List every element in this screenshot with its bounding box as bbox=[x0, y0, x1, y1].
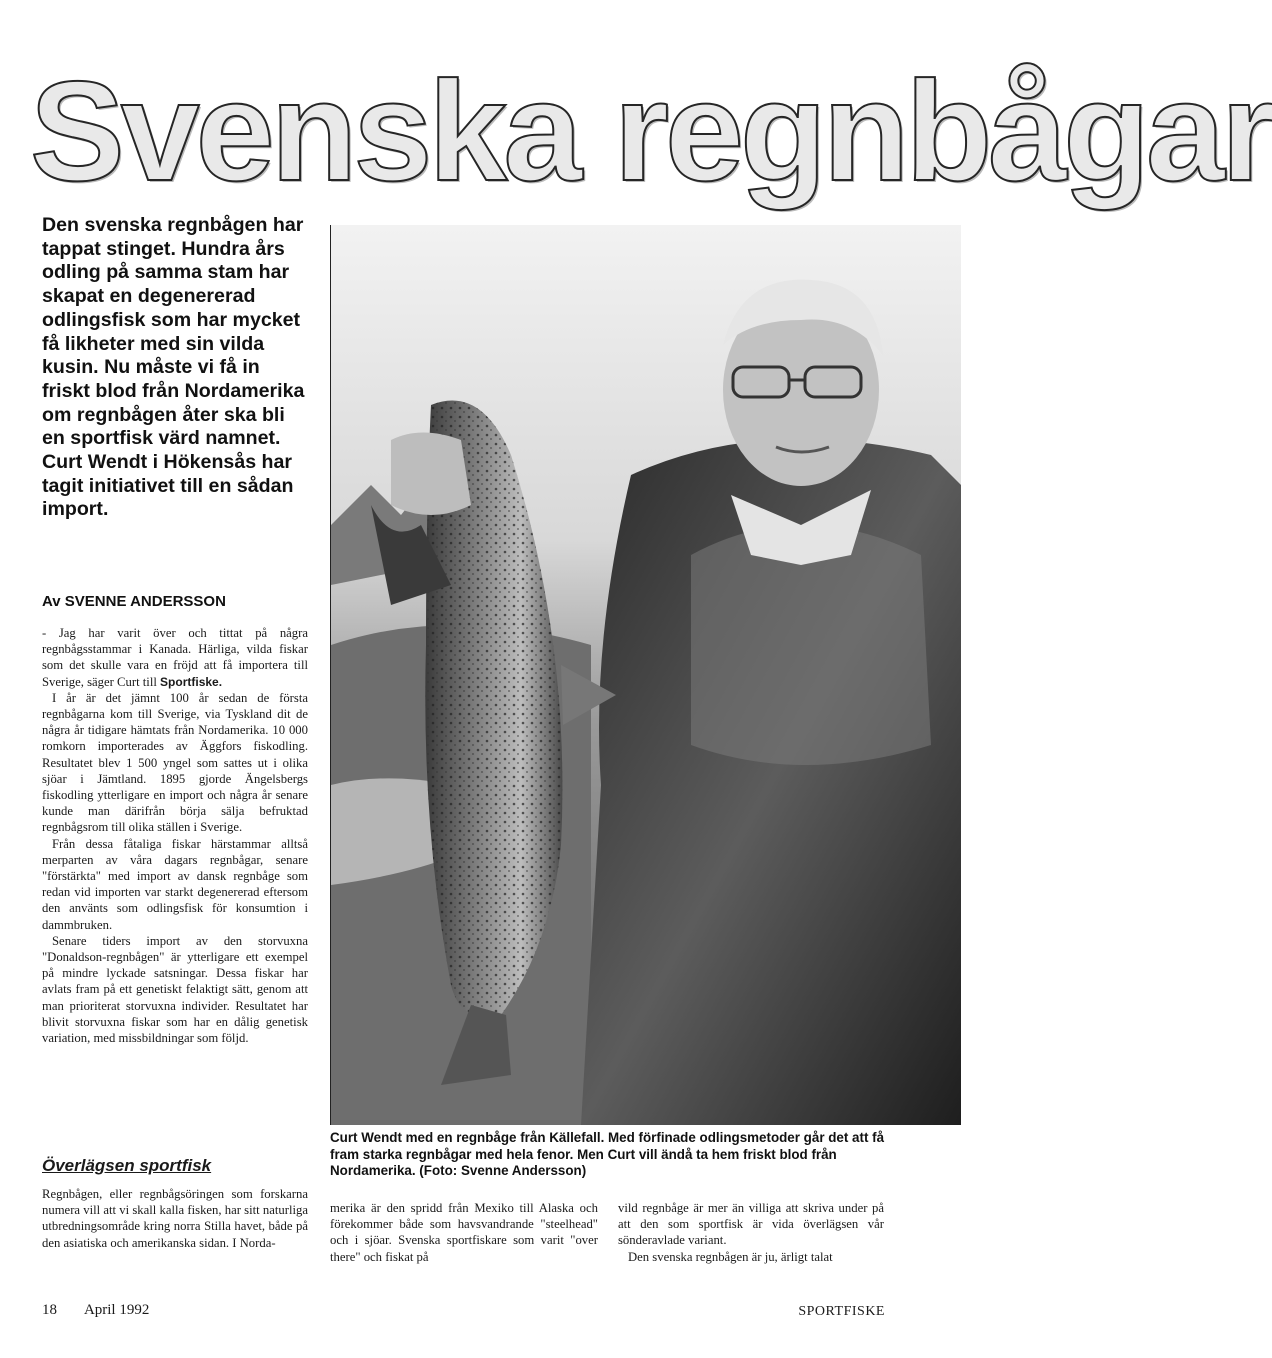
bottom-paragraph-3: vild regnbåge är mer än villiga att skriva under på att den som sportfisk är vida överlägsen vår sönderavlade variant. bbox=[618, 1201, 884, 1248]
magazine-name-inline: Sportfiske. bbox=[160, 674, 223, 689]
magazine-name: SPORTFISKE bbox=[798, 1304, 885, 1319]
issue-date: April 1992 bbox=[83, 1302, 150, 1318]
photo-caption: Curt Wendt med en regnbåge från Källefall. Med förfinade odlingsmetoder går det att få fram starka regnbågar med hela fenor. Men Curt vill ändå ta hem friskt blod från Nordamerika. (Foto: Svenne Andersson) bbox=[330, 1130, 885, 1178]
bottom-paragraph-2: merika är den spridd från Mexiko till Alaska och förekommer både som havsvandrande "steelhead" och i sjöar. Svenska sportfiskare som varit "over there" och fiskat på bbox=[330, 1201, 598, 1264]
bottom-column-2 bbox=[330, 1200, 598, 1265]
lead-paragraph: Den svenska regnbågen har tappat stinget. Hundra års odling på samma stam har skapat en degenererad odlingsfisk som har mycket få likheter med sin vilda kusin. Nu måste vi få in friskt blod från Nordamerika om regnbågen åter ska bli en sportfisk värd namnet. Curt Wendt i Hökensås har tagit initiativet till en sådan import. bbox=[42, 214, 305, 521]
subheading: Överlägsen sportfisk bbox=[42, 1156, 212, 1175]
body-paragraph-4: Senare tiders import av den storvuxna "Donaldson-regnbågen" är ytterligare ett exempel på mindre lyckade satsningar. Dessa fiskar har avlats fram på ett genetiskt felaktigt sätt, genom att man prioriterat storvuxna individer. Resultatet har blivit storvuxna fiskar som har en dålig genetisk variation, med missbildningar som följd. bbox=[42, 933, 308, 1046]
photo-man-with-rainbow-trout bbox=[330, 225, 961, 1125]
body-column-left bbox=[42, 625, 308, 1046]
hand-holding-fish bbox=[391, 433, 471, 516]
body-paragraph-3: Från dessa fåtaliga fiskar härstammar alltså merparten av våra dagars regnbågar, senare "förstärkta" med import av dansk regnbåge som redan vid importen var starkt degenererad eftersom den använts som odlingsfisk för konsumtion i dammbruken. bbox=[42, 836, 308, 932]
bottom-column-1 bbox=[42, 1186, 308, 1251]
body-paragraph-1 bbox=[42, 625, 308, 690]
photo-illustration bbox=[331, 225, 961, 1125]
bottom-paragraph-1: Regnbågen, eller regnbågsöringen som forskarna numera vill att vi skall kalla fisken, har sitt naturliga utbredningsområde kring norra Stilla havet, både på den asiatiska och amerikanska sidan. I Norda- bbox=[42, 1187, 308, 1250]
headline: Svenska regnbågar bbox=[30, 52, 1272, 211]
body-paragraph-1-text: - Jag har varit över och tittat på några regnbågsstammar i Kanada. Härliga, vilda fiskar som det skulle vara en fröjd att få importera till Sverige, säger Curt till bbox=[42, 626, 308, 689]
page-number: 18 bbox=[42, 1302, 57, 1318]
bottom-paragraph-4: Den svenska regnbågen är ju, ärligt talat bbox=[628, 1249, 833, 1264]
body-paragraph-2: I år är det jämnt 100 år sedan de första regnbågarna kom till Sverige, via Tyskland dit de några år tidigare hämtats från Nordamerika. 10 000 romkorn importerades av Äggfors fiskodling. Resultatet blev 1 500 yngel som sattes ut i olika sjöar i Jämtland. 1895 gjorde Ängelsbergs fiskodling ytterligare en import och några år senare kunde man därifrån börja sälja befruktad regnbågsrom till olika ställen i Sverige. bbox=[42, 690, 308, 835]
bottom-column-3 bbox=[618, 1200, 884, 1265]
byline: Av SVENNE ANDERSSON bbox=[42, 593, 226, 610]
footer-left bbox=[42, 1302, 173, 1319]
